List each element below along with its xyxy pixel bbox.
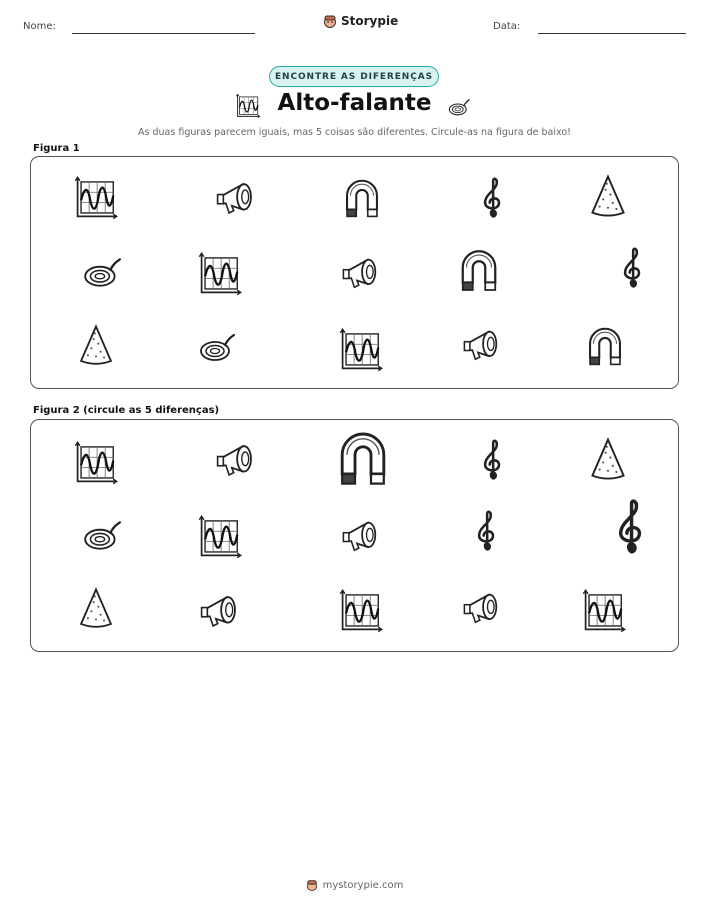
party-hat-icon[interactable] (584, 436, 632, 484)
magnet-icon (339, 175, 385, 221)
megaphone-icon[interactable] (197, 588, 243, 634)
treble-clef-icon[interactable] (463, 508, 509, 554)
treble-clef-icon[interactable] (599, 496, 661, 558)
treble-clef-icon (469, 175, 515, 221)
treble-clef-icon (609, 245, 655, 291)
chart-icon (338, 327, 384, 373)
storypie-mascot-icon (306, 879, 318, 891)
title-rope-coil-icon (447, 95, 471, 119)
chart-icon[interactable] (338, 588, 384, 634)
chart-icon[interactable] (581, 588, 627, 634)
figure2-panel[interactable] (30, 419, 679, 652)
figure1-panel (30, 156, 679, 389)
megaphone-icon (213, 175, 259, 221)
megaphone-icon[interactable] (460, 586, 504, 630)
brand-logo (323, 14, 398, 28)
chart-icon[interactable] (197, 514, 243, 560)
footer-url[interactable]: mystorypie.com (322, 879, 404, 891)
title-chart-icon (235, 93, 261, 119)
megaphone-icon (460, 323, 504, 367)
brand-name: Storypie (341, 14, 399, 28)
name-label: Nome: (23, 21, 56, 32)
magnet-icon[interactable] (331, 426, 395, 490)
footer (0, 879, 709, 891)
magnet-icon (582, 323, 628, 369)
party-hat-icon[interactable] (73, 586, 119, 632)
megaphone-icon[interactable] (213, 437, 259, 483)
megaphone-icon (339, 251, 383, 295)
party-hat-icon (584, 173, 632, 221)
storypie-mascot-icon (323, 14, 337, 28)
rope-coil-icon[interactable] (81, 514, 123, 556)
magnet-icon (454, 245, 504, 295)
page-title: Alto-falante (277, 90, 432, 116)
chart-icon (197, 251, 243, 297)
megaphone-icon[interactable] (339, 514, 383, 558)
treble-clef-icon[interactable] (469, 437, 515, 483)
activity-badge: ENCONTRE AS DIFERENÇAS (269, 66, 439, 87)
name-line[interactable] (72, 33, 255, 34)
figure1-label: Figura 1 (33, 143, 80, 154)
date-label: Data: (493, 21, 521, 32)
date-line[interactable] (538, 33, 686, 34)
instructions: As duas figuras parecem iguais, mas 5 coisas são diferentes. Circule-as na figura de baixo! (138, 127, 571, 138)
chart-icon (73, 175, 119, 221)
party-hat-icon (73, 323, 119, 369)
figure2-label: Figura 2 (circule as 5 diferenças) (33, 405, 220, 416)
rope-coil-icon (81, 251, 123, 293)
rope-coil-icon (197, 327, 237, 367)
chart-icon[interactable] (73, 440, 119, 486)
